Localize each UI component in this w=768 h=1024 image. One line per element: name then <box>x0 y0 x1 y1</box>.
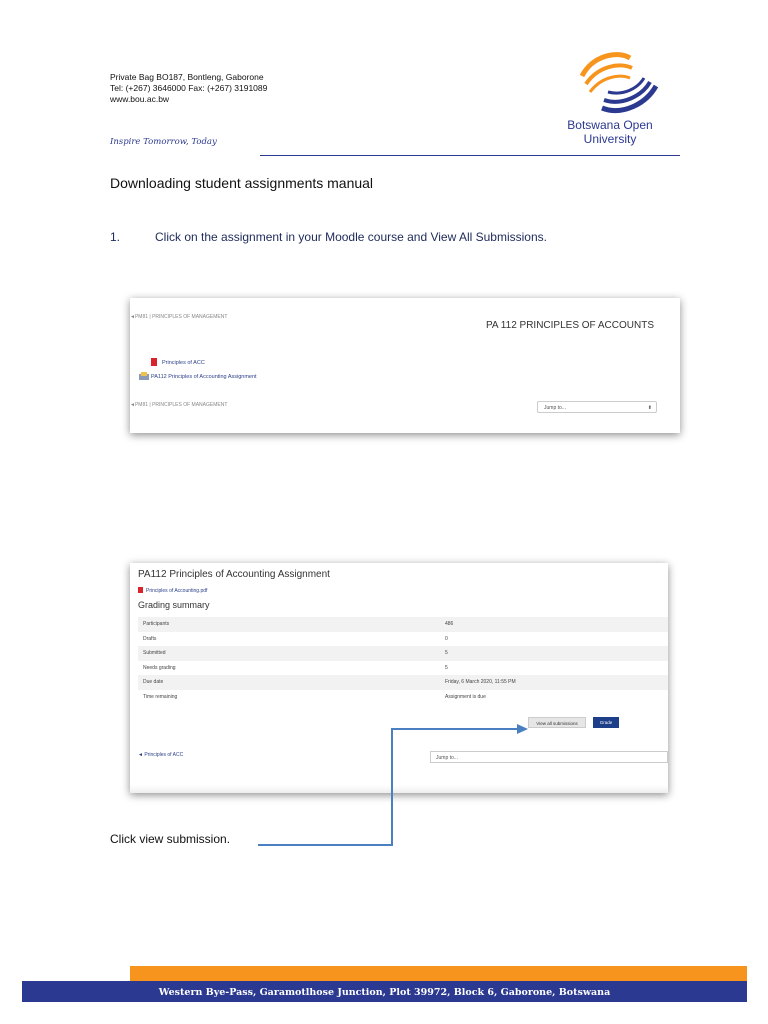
website-line: www.bou.ac.bw <box>110 94 170 104</box>
row-label: Participants <box>143 621 170 627</box>
footer-orange-band <box>130 966 747 981</box>
row-label: Submitted <box>143 650 166 656</box>
previous-activity-link[interactable]: ◄ Principles of ACC <box>138 752 184 758</box>
row-value: 0 <box>445 635 448 642</box>
logo-line-1: Botswana Open <box>567 118 653 132</box>
breadcrumb-bottom[interactable]: ◄PM81 | PRINCIPLES OF MANAGEMENT <box>130 402 228 408</box>
breadcrumb-top[interactable]: ◄PM81 | PRINCIPLES OF MANAGEMENT <box>130 314 228 320</box>
select-arrows-icon: ⬍ <box>647 405 652 411</box>
footer-address: Western Bye-Pass, Garamotlhose Junction, Plot 39972, Block 6, Gaborone, Botswana <box>22 981 747 1002</box>
view-all-submissions-button[interactable]: View all submissions <box>528 717 586 728</box>
course-title: PA 112 PRINCIPLES OF ACCOUNTS <box>485 320 654 331</box>
row-value: 5 <box>445 650 448 656</box>
grade-button[interactable]: Grade <box>593 717 619 728</box>
assignment-title: PA112 Principles of Accounting Assignment <box>138 569 330 580</box>
row-label: Due date <box>143 679 164 685</box>
row-value: 5 <box>445 664 448 671</box>
step-text: Click on the assignment in your Moodle course and View All Submissions. <box>155 230 547 244</box>
jump-to-select[interactable]: Jump to... <box>430 751 668 763</box>
row-label: Time remaining <box>143 693 178 700</box>
document-title: Downloading student assignments manual <box>110 175 374 191</box>
row-value: Assignment is due <box>445 693 486 700</box>
assignment-link[interactable]: PA112 Principles of Accounting Assignment <box>151 374 257 380</box>
jump-to-label: Jump to... <box>544 405 566 411</box>
grading-summary-heading: Grading summary <box>138 600 210 610</box>
logo-line-2: University <box>583 132 637 146</box>
phone-line: Tel: (+267) 3646000 Fax: (+267) 3191089 <box>110 83 268 93</box>
row-value: 486 <box>445 621 454 627</box>
tagline: Inspire Tomorrow, Today <box>110 137 217 147</box>
resource-link[interactable]: Principles of ACC <box>162 360 205 366</box>
row-label: Needs grading <box>143 664 176 671</box>
address-line: Private Bag BO187, Bontleng, Gaborone <box>110 72 264 82</box>
pdf-link[interactable]: Principles of Accounting.pdf <box>146 588 208 594</box>
step-number: 1. <box>110 230 121 244</box>
row-label: Drafts <box>143 635 157 642</box>
row-value: Friday, 6 March 2020, 11:55 PM <box>445 679 516 685</box>
caption: Click view submission. <box>110 832 231 846</box>
